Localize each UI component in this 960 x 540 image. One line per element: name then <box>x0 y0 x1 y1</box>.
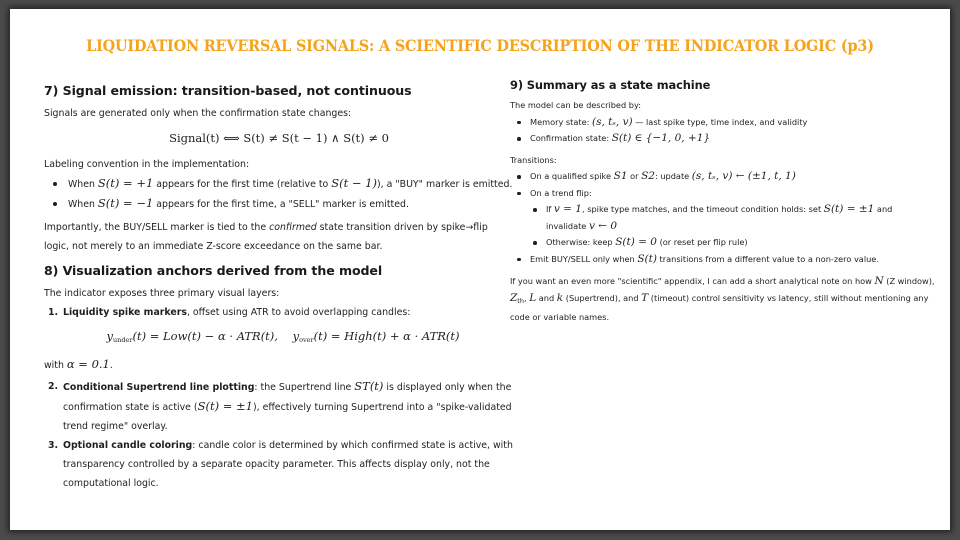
transitions-list <box>510 168 935 267</box>
section-9-heading: 9) Summary as a state machine <box>510 78 711 92</box>
offset-formula: $y_{under}(t) = Low(t) - \alpha \cdot ATR(t)$, $y_{over}(t)$ = High(t) + α · ATR(t) <box>106 329 460 344</box>
list-item-flip-valid: If v = 1, spike type matches, and the timeout condition holds: set S(t) = ±1 and invalidate v ← 0 <box>510 201 935 234</box>
section-7-note: Importantly, the BUY/SELL marker is tied to the confirmed state transition driven by spike→flip logic, not merely to an immediate Z-score exceedance on the same bar. <box>44 222 488 252</box>
transitions-label: Transitions: <box>510 154 557 165</box>
state-list <box>510 114 935 147</box>
labeling-text: Labeling convention in the implementation: <box>44 159 250 170</box>
list-item-sell: When S(t) = −1 appears for the first time, a "SELL" marker is emitted. <box>44 194 514 214</box>
list-item-buy: When S(t) = +1 appears for the first time (relative to S(t − 1)), a "BUY" marker is emitted. <box>44 174 514 194</box>
list-item-flip-otherwise: Otherwise: keep S(t) = 0 (or reset per flip rule) <box>510 234 935 251</box>
list-item-emit: Emit BUY/SELL only when S(t) transitions from a different value to a non-zero value. <box>510 251 935 268</box>
buy-sell-list <box>44 174 514 214</box>
document-page <box>10 9 950 530</box>
visual-layers-list <box>44 303 514 322</box>
list-item-supertrend: 2. Conditional Supertrend line plotting: the Supertrend line ST(t) is displayed only when the confirmation state is active (S(t) = ±1), effectively turning Supertrend into a "spike-validated trend regime" overlay. <box>48 379 512 432</box>
section-7-intro: Signals are generated only when the confirmation state changes: <box>44 108 352 119</box>
section-8-intro: The indicator exposes three primary visual layers: <box>44 288 280 299</box>
list-item-confirmation-state: Confirmation state: S(t) ∈ {−1, 0, +1} <box>510 130 935 147</box>
list-item-candle-coloring: 3. Optional candle coloring: candle color is determined by which confirmed state is active, with transparency controlled by a separate opacity parameter. This affects display only, not the computational logic. <box>48 440 513 489</box>
section-9-intro: The model can be described by: <box>510 100 641 110</box>
section-7 <box>44 83 514 256</box>
alpha-text: with α = 0.1. <box>44 357 113 371</box>
page-title: LIQUIDATION REVERSAL SIGNALS: A SCIENTIFIC DESCRIPTION OF THE INDICATOR LOGIC (p3) <box>86 36 874 55</box>
left-column <box>44 83 514 493</box>
list-item-memory-state: Memory state: (s, tₛ, v) — last spike type, time index, and validity <box>510 114 935 131</box>
list-item-trend-flip: On a trend flip: <box>510 185 935 202</box>
list-item-spike-markers: 1. Liquidity spike markers, offset using ATR to avoid overlapping candles: <box>48 307 411 318</box>
section-8-heading: 8) Visualization anchors derived from the model <box>44 263 383 278</box>
section-7-heading: 7) Signal emission: transition-based, not continuous <box>44 83 412 98</box>
section-8 <box>44 263 514 493</box>
visual-layers-list-cont <box>44 377 514 493</box>
appendix-offer: If you want an even more "scientific" appendix, I can add a short analytical note on how N (Z window), $Z_{th}$, L and k (Supertrend), and T (timeout) control sensitivity vs latency, still without mentioning any code or variable names. <box>510 275 935 322</box>
list-item-qualified-spike: On a qualified spike S1 or S2: update (s, tₛ, v) ← (±1, t, 1) <box>510 168 935 185</box>
signal-formula: Signal(t) ⟺ S(t) ≠ S(t − 1) ∧ S(t) ≠ 0 <box>169 131 389 145</box>
right-column <box>510 78 935 326</box>
section-9 <box>510 78 935 326</box>
